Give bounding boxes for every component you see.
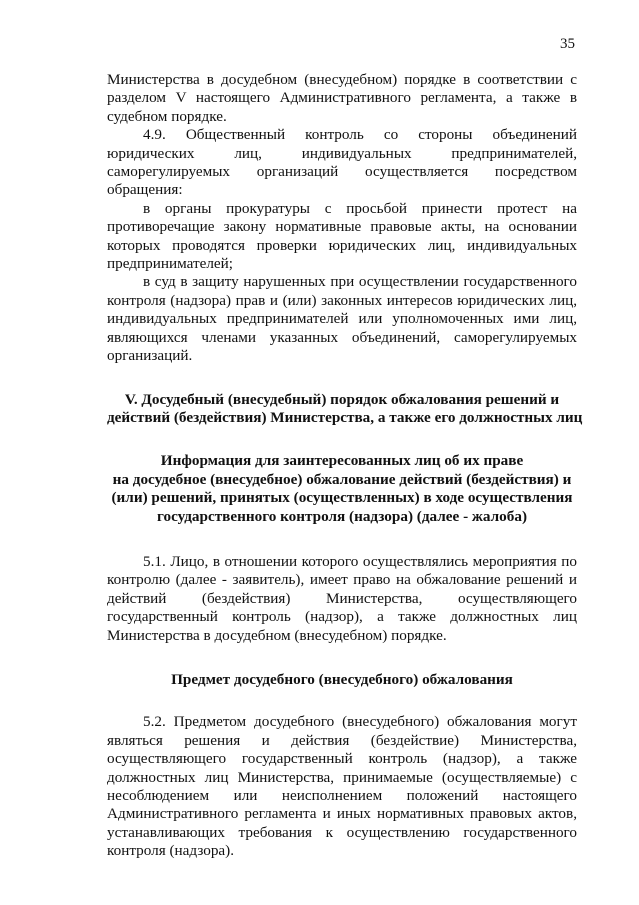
page-number: 35 [560,36,575,52]
heading-line: государственного контроля (надзора) (далее - жалоба) [156,507,528,525]
heading-line: Информация для заинтересованных лиц об их праве [160,452,524,470]
info-heading [107,452,577,526]
paragraph-5-2: 5.2. Предметом досудебного (внесудебного) обжалования могут являться решения и действия (бездействие) Министерства, осуществляющего государственный контроль (надзор), а также должностных лиц Министерства, принимаемые (осуществляемые) с несоблюдением или неисполнением положений настоящего Административного регламента и иных нормативных правовых актов, устанавливающих требования к осуществлению государственного контроля (надзора). [107,713,577,860]
heading-line: Предмет досудебного (внесудебного) обжалования [171,670,513,688]
paragraph-court-appeal: в суд в защиту нарушенных при осуществлении государственного контроля (надзора) прав и (или) законных интересов юридических лиц, индивидуальных предпринимателей или уполномоченных ими лиц, являющихся членами указанных объединений, саморегулируемых организаций. [107,273,577,365]
heading-line: на досудебное (внесудебное) обжалование действий (бездействия) и [112,470,572,488]
heading-line: действий (бездействия) Министерства, а также его должностных лиц [107,408,583,426]
subject-heading [107,671,577,689]
paragraph-continuation: Министерства в досудебном (внесудебном) порядке в соответствии с разделом V настоящего Административного регламента, а также в судебном порядке. [107,71,577,125]
heading-line: V. Досудебный (внесудебный) порядок обжалования решений и [124,390,560,408]
heading-line: (или) решений, принятых (осуществленных) в ходе осуществления [111,489,573,507]
paragraph-4-9: 4.9. Общественный контроль со стороны объединений юридических лиц, индивидуальных предпринимателей, саморегулируемых организаций осуществляется посредством обращения: [107,126,577,199]
paragraph-prosecutor-appeal: в органы прокуратуры с просьбой принести протест на противоречащие закону нормативные правовые акты, на основании которых проводятся проверки юридических лиц, индивидуальных предпринимателей; [107,199,577,273]
page-content [107,71,583,861]
paragraph-5-1: 5.1. Лицо, в отношении которого осуществлялись мероприятия по контролю (далее - заявитель), имеет право на обжалование решений и действий (бездействия) Министерства, осуществляющего государственный контроль (надзор), а также должностных лиц Министерства в досудебном (внесудебном) порядке. [107,552,577,644]
section-v-heading [107,390,583,428]
